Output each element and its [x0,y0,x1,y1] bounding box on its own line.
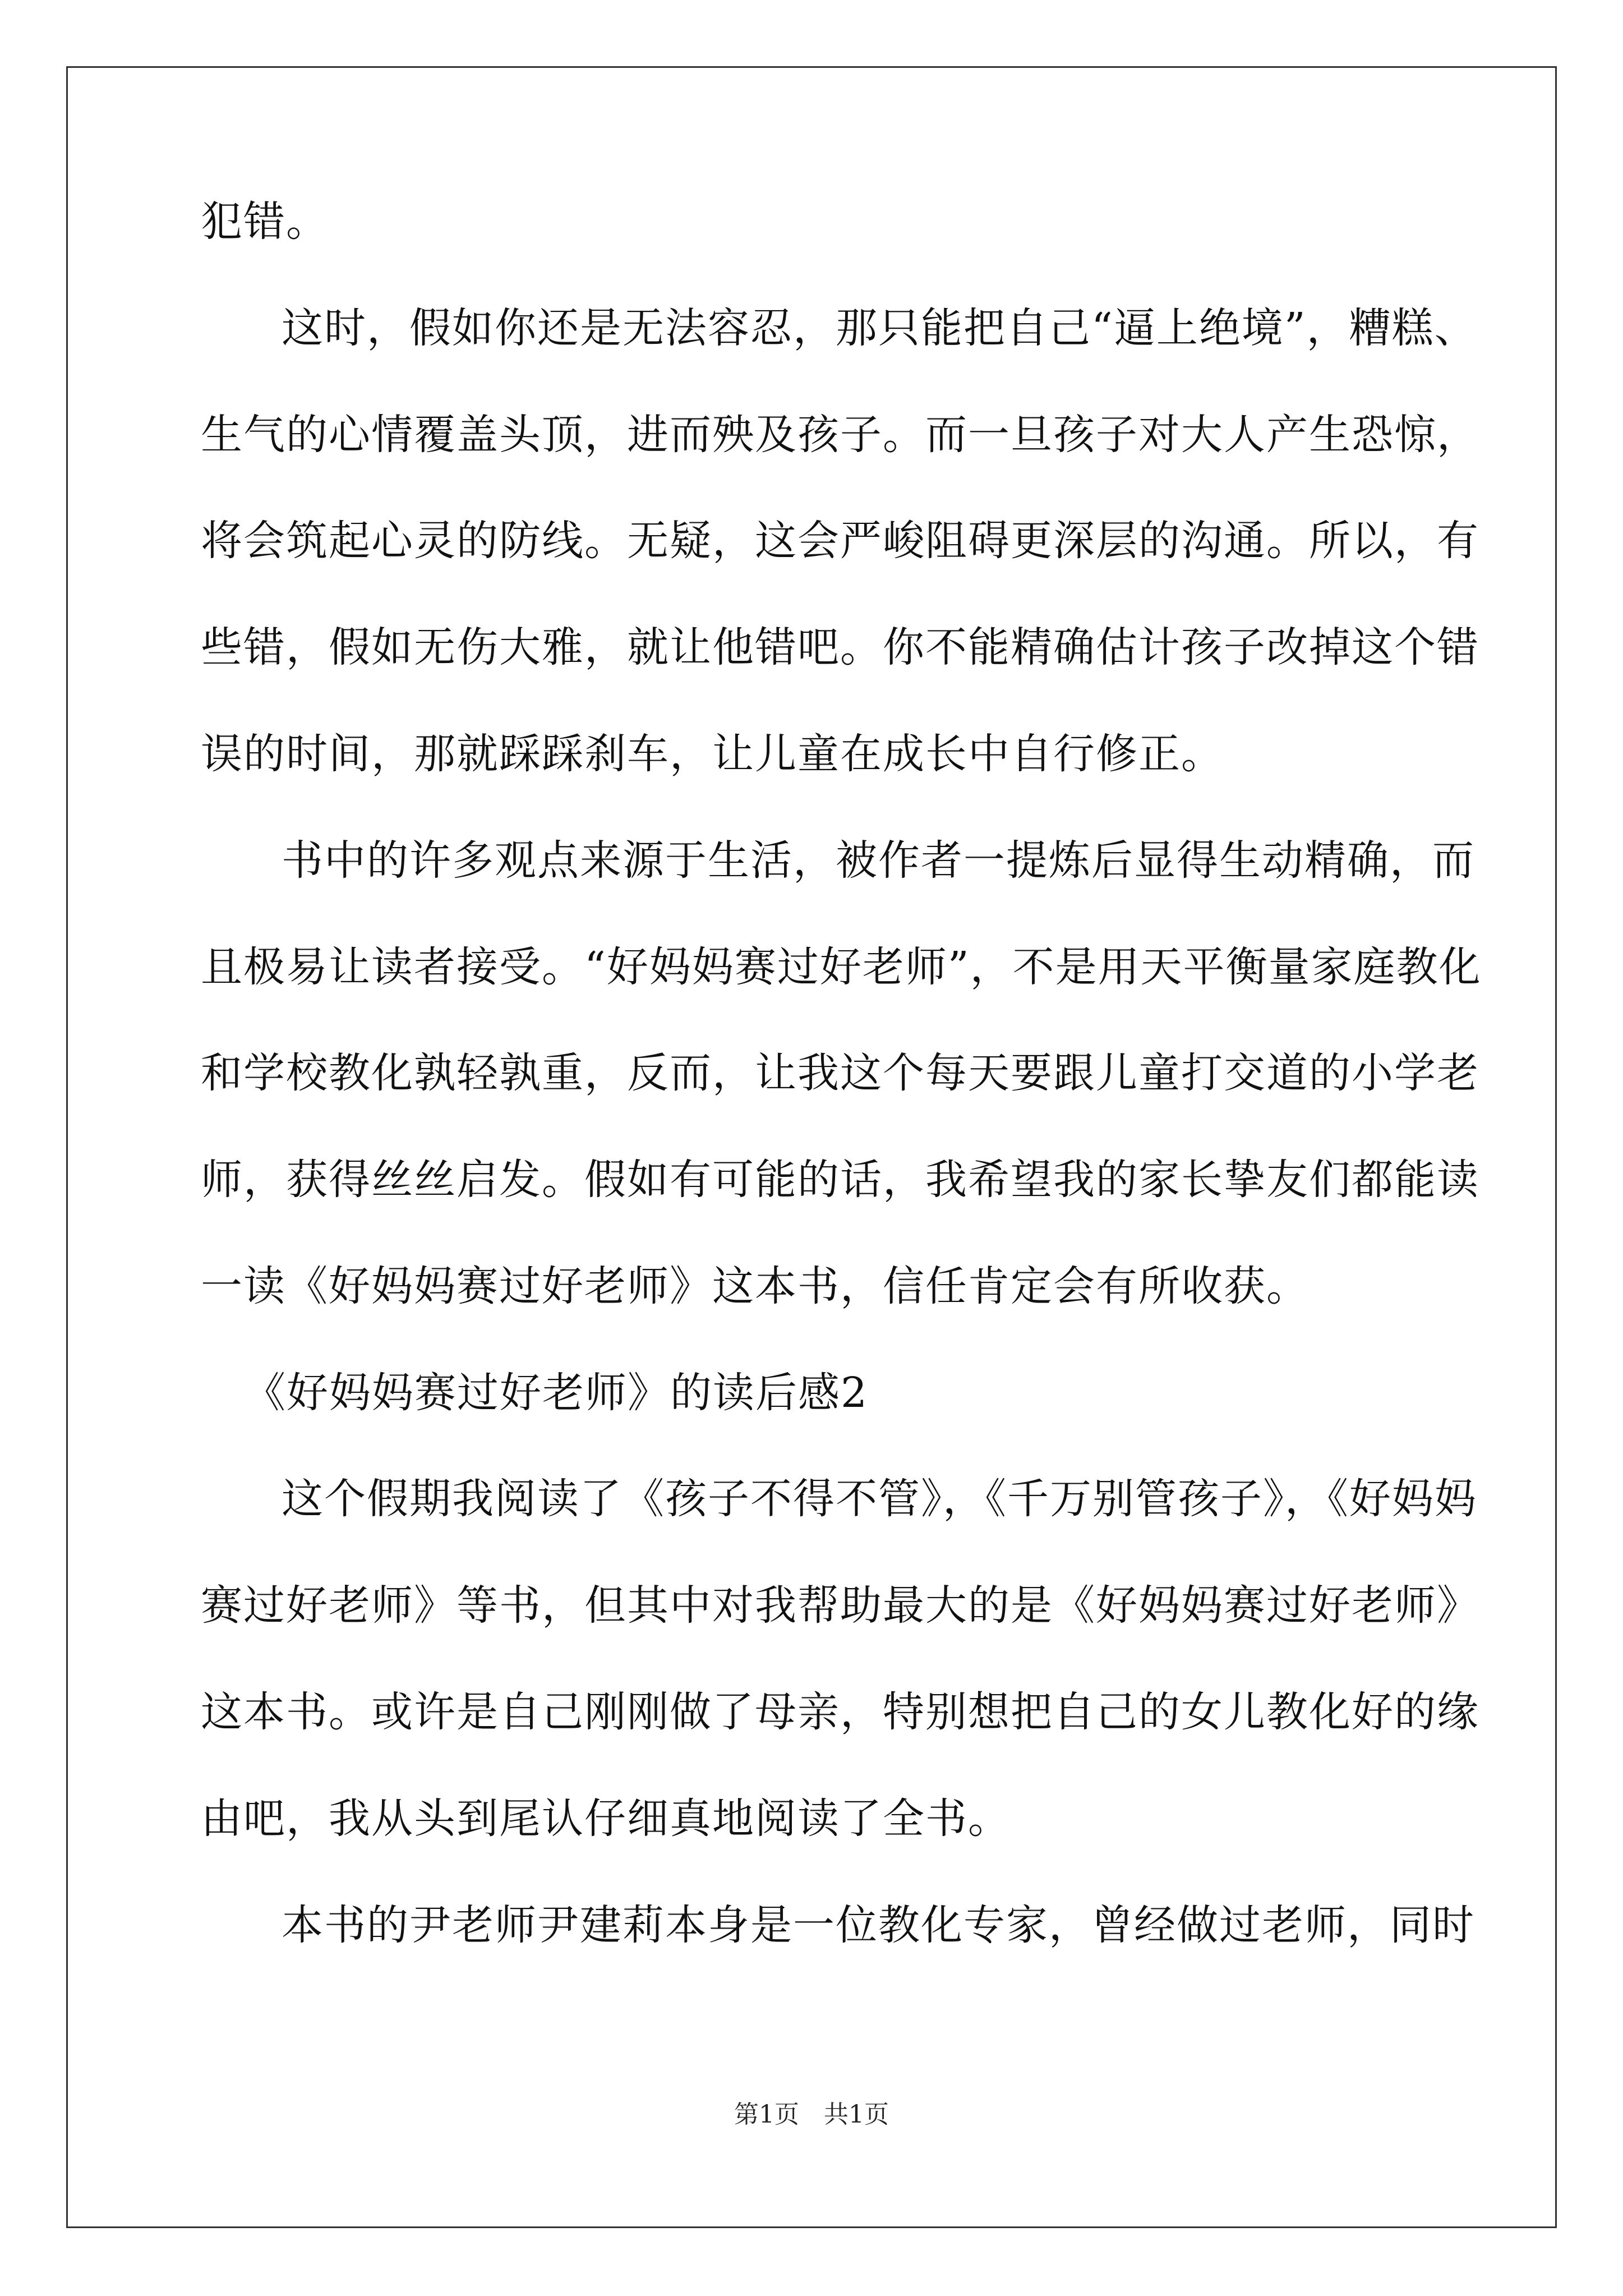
paragraph-line: 这时，假如你还是无法容忍，那只能把自己“逼上绝境”，糟糕、 [282,304,1477,352]
paragraph-line: 本书的尹老师尹建莉本身是一位教化专家，曾经做过老师，同时 [282,1901,1475,1949]
paragraph-line: 书中的许多观点来源于生活，被作者一提炼后显得生动精确，而 [282,836,1475,885]
paragraph-line: 些错，假如无伤大雅，就让他错吧。你不能精确估计孩子改掉这个错 [201,623,1479,671]
paragraph-line: 且极易让读者接受。“好妈妈赛过好老师”，不是用天平衡量家庭教化 [201,943,1482,991]
paragraph-line: 师，获得丝丝启发。假如有可能的话，我希望我的家长挚友们都能读 [201,1156,1479,1204]
paragraph-line: 和学校教化孰轻孰重，反而，让我这个每天要跟儿童打交道的小学老 [201,1049,1479,1097]
paragraph-line: 这本书。或许是自己刚刚做了母亲，特别想把自己的女儿教化好的缘 [201,1688,1479,1736]
paragraph-line: 一读《好妈妈赛过好老师》这本书，信任肯定会有所收获。 [201,1262,1309,1310]
paragraph-line: 生气的心情覆盖头顶，进而殃及孩子。而一旦孩子对大人产生恐惊， [201,411,1479,459]
section-title: 《好妈妈赛过好老师》的读后感2 [244,1369,869,1417]
paragraph-line: 由吧，我从头到尾认仔细真地阅读了全书。 [201,1795,1011,1843]
paragraph-line: 赛过好老师》等书，但其中对我帮助最大的是《好妈妈赛过好老师》 [201,1581,1479,1630]
page-footer: 第1页 共1页 [734,2100,889,2129]
paragraph-line: 犯错。 [201,197,329,246]
paragraph-line: 将会筑起心灵的防线。无疑，这会严峻阻碍更深层的沟通。所以，有 [201,517,1479,565]
paragraph-line: 这个假期我阅读了《孩子不得不管》，《千万别管孩子》，《好妈妈 [282,1475,1477,1523]
paragraph-line: 误的时间，那就踩踩刹车，让儿童在成长中自行修正。 [201,730,1224,778]
